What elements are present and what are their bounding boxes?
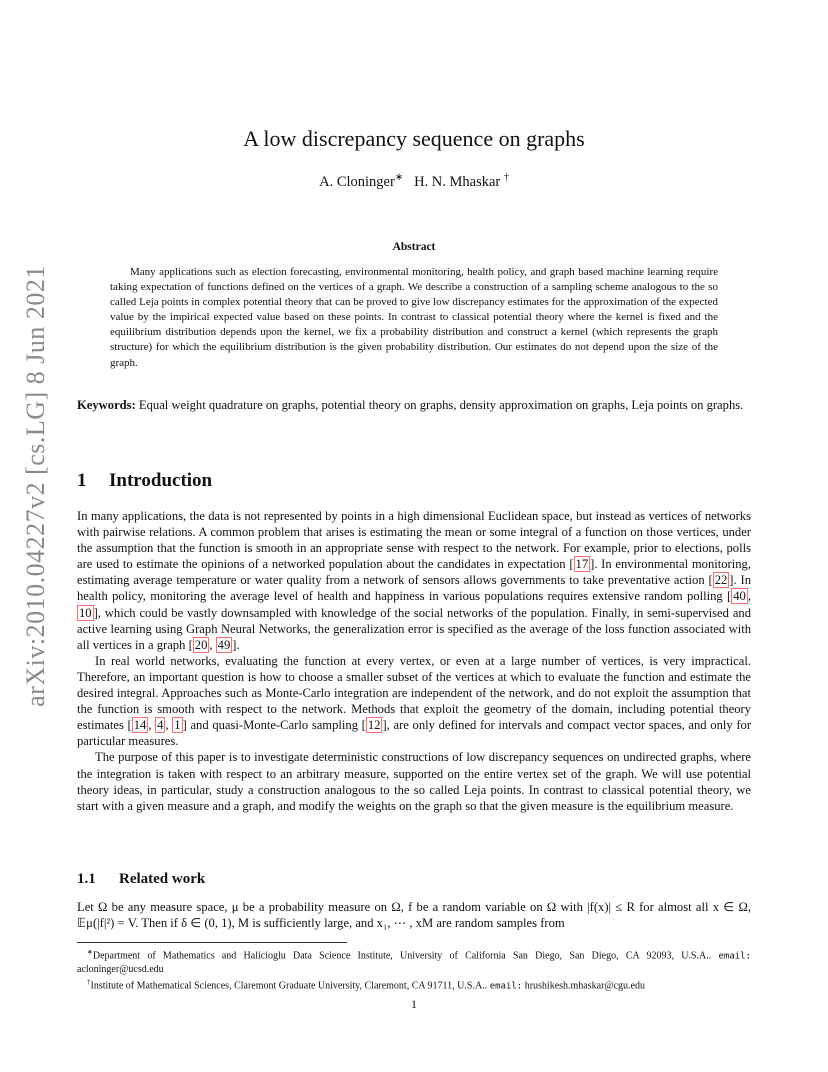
keywords <box>77 397 751 414</box>
subsection-number: 1.1 <box>77 871 96 887</box>
citation-link[interactable]: 14 <box>133 718 147 733</box>
section-number: 1 <box>77 470 87 491</box>
author-cloninger: A. Cloninger <box>319 173 395 190</box>
abstract-body: Many applications such as election forecasting, environmental monitoring, health policy, and graph based machine learning require taking expectation of functions defined on the vertices of a graph. We describe a construction of a sampling scheme analogous to the so called Leja points in complex potential theory that can be proved to give low discrepancy estimates for the approximation of the expected value by the impirical expected value based on these points. In contrast to classical potential theory where the kernel is fixed and the equilibrium distribution depends upon the kernel, we fix a probability distribution and construct a kernel (which represents the graph structure) for which the equilibrium distribution is the given probability distribution. Our estimates do not depend upon the size of the graph. <box>110 266 718 369</box>
intro-paragraph-3: The purpose of this paper is to investigate deterministic constructions of low discrepancy sequences on undirected graphs, where the integration is taken with respect to an arbitrary measure, supported on the entire vertex set of the graph. We will use potential theory ideas, in particular, study a construction analogous to the so called Leja points. In contrast to classical potential theory, we start with a given measure and a graph, and modify the weights on the graph so that the given measure is the equilibrium measure. <box>77 750 751 813</box>
intro-paragraph-1: In many applications, the data is not represented by points in a high dimensional Euclidean space, but instead as vertices of networks with pairwise relations. A common problem that arises is estimating the mean or some integral of a function on those vertices, under the assumption that the function is smooth in an appropriate sense with respect to the network. For example, prior to elections, polls are used to estimate the opinions of a networked population about the candidates in expectation [ 17 ]. In environmental monitoring, estimating average temperature or water quality from a network of sensors allows governments to take preventative action [ 22 ]. In health policy, monitoring the average level of health and happiness in various populations requires extensive random polling [ 40 , 10 ], which could be vastly downsampled with knowledge of the social networks of the population. Finally, in semi-supervised and active learning using Graph Neural Networks, the generalization error is specified as the average of the loss function associated with all vertices in a graph [ 20 , 49 ]. <box>77 509 752 652</box>
email-label: email: <box>489 981 523 992</box>
citation-link[interactable]: 40 <box>733 589 746 604</box>
author-line <box>0 172 828 191</box>
subsection-title: Related work <box>119 871 206 887</box>
intro-p1-text-1: In many applications, the data is not represented by points in a high dimensional Euclidean space, but instead as vertices of networks with pairwise relations. A common problem that arises is estimating the mean or some integral of a function on those vertices, under the assumption that the function is smooth in an appropriate sense with respect to the network. For example, prior to elections, polls are used to estimate the opinions of a networked population about the candidates in expectation <box>77 509 751 572</box>
email-label: email: <box>718 951 752 962</box>
footnote-affiliation: Institute of Mathematical Sciences, Claremont Graduate University, Claremont, CA 91711, U.S.A.. <box>90 980 488 992</box>
author-cloninger-footnote-mark[interactable]: ∗ <box>394 172 404 183</box>
citation-link[interactable]: 49 <box>217 637 231 652</box>
keywords-label: Keywords: <box>77 398 136 412</box>
intro-p2-text-3: , are only defined for intervals and compact vector spaces, and only for particular measures. <box>77 718 752 749</box>
author-mhaskar: H. N. Mhaskar <box>414 173 501 190</box>
footnote-mark: ∗ <box>87 948 93 956</box>
citation-link[interactable]: 1 <box>174 718 181 733</box>
intro-p2-text-2: and quasi-Monte-Carlo sampling <box>186 718 362 733</box>
email-address[interactable]: hrushikesh.mhaskar@cgu.edu <box>524 980 645 992</box>
citation-link[interactable]: 17 <box>575 557 589 572</box>
footnote-mark: † <box>87 978 91 987</box>
citation-link[interactable]: 22 <box>714 573 728 588</box>
email-address[interactable]: acloninger@ucsd.edu <box>77 964 164 976</box>
subsection-heading-related-work <box>77 871 205 888</box>
citation-link[interactable]: 20 <box>194 637 208 652</box>
abstract-heading: Abstract <box>392 241 436 253</box>
footnote-mhaskar <box>77 976 751 993</box>
page-number: 1 <box>411 997 417 1011</box>
intro-paragraph-2: In real world networks, evaluating the function at every vertex, or even at a large number of vertices, is very impractical. Therefore, an important question is how to choose a smaller subset of the vertices at which to evaluate the function and estimate the desired integral. Approaches such as Monte-Carlo integration are independent of the network, and do not exploit the assumption that the function is smooth with respect to the network. Methods that exploit the geometry of the domain, including potential theory estimates [ 14 , 4 , 1 ] and quasi-Monte-Carlo sampling [ 12 ], are only defined for intervals and compact vector spaces, and only for particular measures. <box>77 653 752 749</box>
citation-link[interactable]: 4 <box>157 718 164 733</box>
section-heading-introduction <box>77 470 212 492</box>
related-work-paragraph: Let Ω be any measure space, μ be a probability measure on Ω, f be a random variable on Ω with |f(x)| ≤ R for almost all x ∈ Ω, 𝔼μ(|f|²) = V. Then if δ ∈ (0, 1), M is sufficiently large, and x₁, ⋯ , xM are random samples from <box>77 900 751 931</box>
author-mhaskar-footnote-mark[interactable]: † <box>503 172 509 183</box>
citation-link[interactable]: 12 <box>367 718 381 733</box>
footnote-cloninger <box>77 946 751 976</box>
intro-p1-text-2: . In environmental monitoring, estimating average temperature or water quality from a network of sensors allows governments to take preventative action <box>77 557 751 588</box>
intro-p1-text-5: . <box>236 637 240 652</box>
arxiv-identifier-text: arXiv:2010.04227v2 [cs.LG] 8 Jun 2021 <box>21 265 50 707</box>
citation-link[interactable]: 10 <box>79 605 92 620</box>
introduction-body <box>77 508 751 814</box>
footnote-divider <box>77 942 347 943</box>
keywords-text: Equal weight quadrature on graphs, potential theory on graphs, density approximation on graphs, Leja points on graphs. <box>138 398 744 412</box>
section-title: Introduction <box>109 470 213 491</box>
arxiv-identifier-stamp <box>16 265 56 707</box>
intro-p2-text-1: In real world networks, evaluating the function at every vertex, or even at a large number of vertices, is very impractical. Therefore, an important question is how to choose a smaller subset of the vertices at which to evaluate the function and estimate the desired integral. Approaches such as Monte-Carlo integration are independent of the network, and do not exploit the assumption that the function is smooth with respect to the network. Methods that exploit the geometry of the domain, including potential theory estimates <box>77 653 751 733</box>
footnote-affiliation: Department of Mathematics and Halicioglu Data Science Institute, University of California San Diego, San Diego, CA 92093, U.S.A.. <box>92 950 712 962</box>
paper-title: A low discrepancy sequence on graphs <box>243 126 585 151</box>
intro-p1-text-4: , which could be vastly downsampled with knowledge of the social networks of the population. Finally, in semi-supervised and active learning using Graph Neural Networks, the generalization error is specified as the average of the loss function associated with all vertices in a graph <box>77 605 751 652</box>
intro-p1-text-3: . In health policy, monitoring the average level of health and happiness in various populations requires extensive random polling <box>77 573 752 604</box>
footnotes <box>77 946 751 994</box>
